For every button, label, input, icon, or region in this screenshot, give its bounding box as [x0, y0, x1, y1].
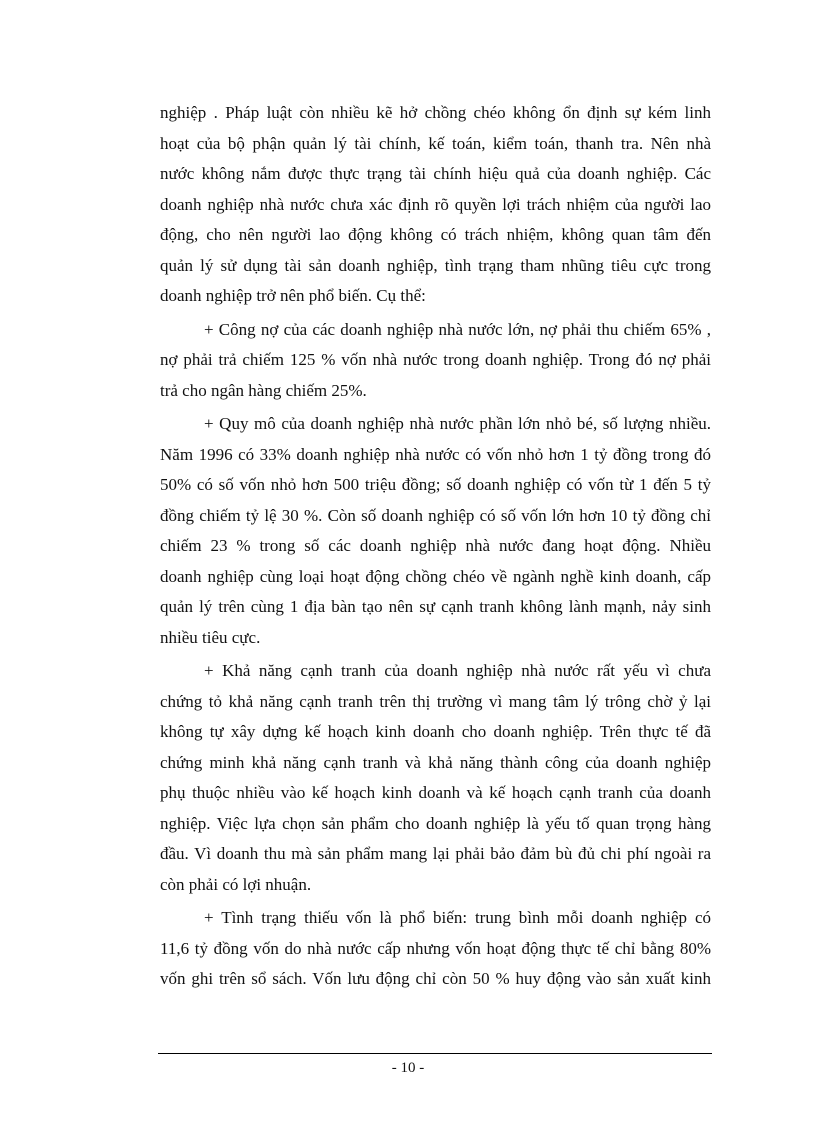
text-line: hoạt của bộ phận quản lý tài chính, kế toán, kiểm toán, thanh tra. Nên nhà — [160, 133, 711, 153]
text-line: doanh nghiệp cùng loại hoạt động chồng chéo về ngành nghề kinh doanh, cấp — [160, 566, 711, 586]
paragraph — [160, 409, 711, 653]
document-body — [160, 98, 711, 995]
text-line: + Khả năng cạnh tranh của doanh nghiệp nhà nước rất yếu vì chưa — [204, 661, 711, 680]
text-line: không tự xây dựng kế hoạch kinh doanh cho doanh nghiệp. Trên thực tế đã — [160, 722, 711, 741]
text-line: quản lý trên cùng 1 địa bàn tạo nên sự cạnh tranh không lành mạnh, nảy sinh — [160, 597, 711, 616]
text-line: + Quy mô của doanh nghiệp nhà nước phần lớn nhỏ bé, số lượng nhiều. — [204, 414, 711, 433]
text-line: đầu. Vì doanh thu mà sản phẩm mang lại phải bảo đảm bù đủ chi phí ngoài ra — [160, 844, 711, 863]
text-line: chứng tỏ khả năng cạnh tranh trên thị trường vì mang tâm lý trông chờ ỷ lại — [160, 691, 711, 711]
text-line: + Tình trạng thiếu vốn là phổ biến: trung bình mỗi doanh nghiệp có — [204, 908, 711, 927]
text-line: phụ thuộc nhiều vào kế hoạch kinh doanh và kế hoạch cạnh tranh của doanh — [160, 783, 711, 802]
paragraph — [160, 315, 711, 407]
paragraph — [160, 98, 711, 312]
text-line: động, cho nên người lao động không có trách nhiệm, không quan tâm đến — [160, 225, 711, 244]
text-line: nhiều tiêu cực. — [160, 627, 261, 647]
paragraph — [160, 656, 711, 900]
paragraph — [160, 903, 711, 995]
text-line: vốn ghi trên sổ sách. Vốn lưu động chỉ còn 50 % huy động vào sản xuất kinh — [160, 969, 711, 988]
text-line: doanh nghiệp trở nên phổ biến. Cụ thể: — [160, 286, 426, 305]
text-line: quản lý sử dụng tài sản doanh nghiệp, tình trạng tham nhũng tiêu cực trong — [160, 255, 711, 275]
text-line: + Công nợ của các doanh nghiệp nhà nước lớn, nợ phải thu chiếm 65% , — [204, 319, 711, 339]
page-number: - 10 - — [391, 1060, 425, 1076]
text-line: doanh nghiệp nhà nước chưa xác định rõ quyền lợi trách nhiệm của người lao — [160, 194, 711, 214]
text-line: chiếm 23 % trong số các doanh nghiệp nhà nước đang hoạt động. Nhiều — [160, 536, 711, 555]
text-line: Năm 1996 có 33% doanh nghiệp nhà nước có vốn nhỏ hơn 1 tỷ đồng trong đó — [160, 444, 711, 464]
text-line: còn phải có lợi nhuận. — [160, 874, 312, 894]
text-line: đồng chiếm tỷ lệ 30 %. Còn số doanh nghiệp có số vốn lớn hơn 10 tỷ đồng chỉ — [160, 505, 711, 525]
text-line: 11,6 tỷ đồng vốn do nhà nước cấp nhưng vốn hoạt động thực tế chỉ bằng 80% — [160, 938, 711, 958]
text-line: chứng minh khả năng cạnh tranh và khả năng thành công của doanh nghiệp — [160, 752, 711, 772]
footer-divider — [158, 1053, 712, 1054]
text-line: nghiệp . Pháp luật còn nhiều kẽ hở chồng chéo không ổn định sự kém linh — [160, 103, 711, 122]
text-line: trả cho ngân hàng chiếm 25%. — [160, 380, 367, 400]
text-line: nước không nắm được thực trạng tài chính hiệu quả của doanh nghiệp. Các — [160, 164, 711, 183]
text-line: nghiệp. Việc lựa chọn sản phẩm cho doanh nghiệp là yếu tố quan trọng hàng — [160, 813, 711, 833]
text-line: 50% có số vốn nhỏ hơn 500 triệu đồng; số doanh nghiệp có vốn từ 1 đến 5 tỷ — [160, 475, 711, 494]
text-line: nợ phải trả chiếm 125 % vốn nhà nước trong doanh nghiệp. Trong đó nợ phải — [160, 350, 711, 369]
